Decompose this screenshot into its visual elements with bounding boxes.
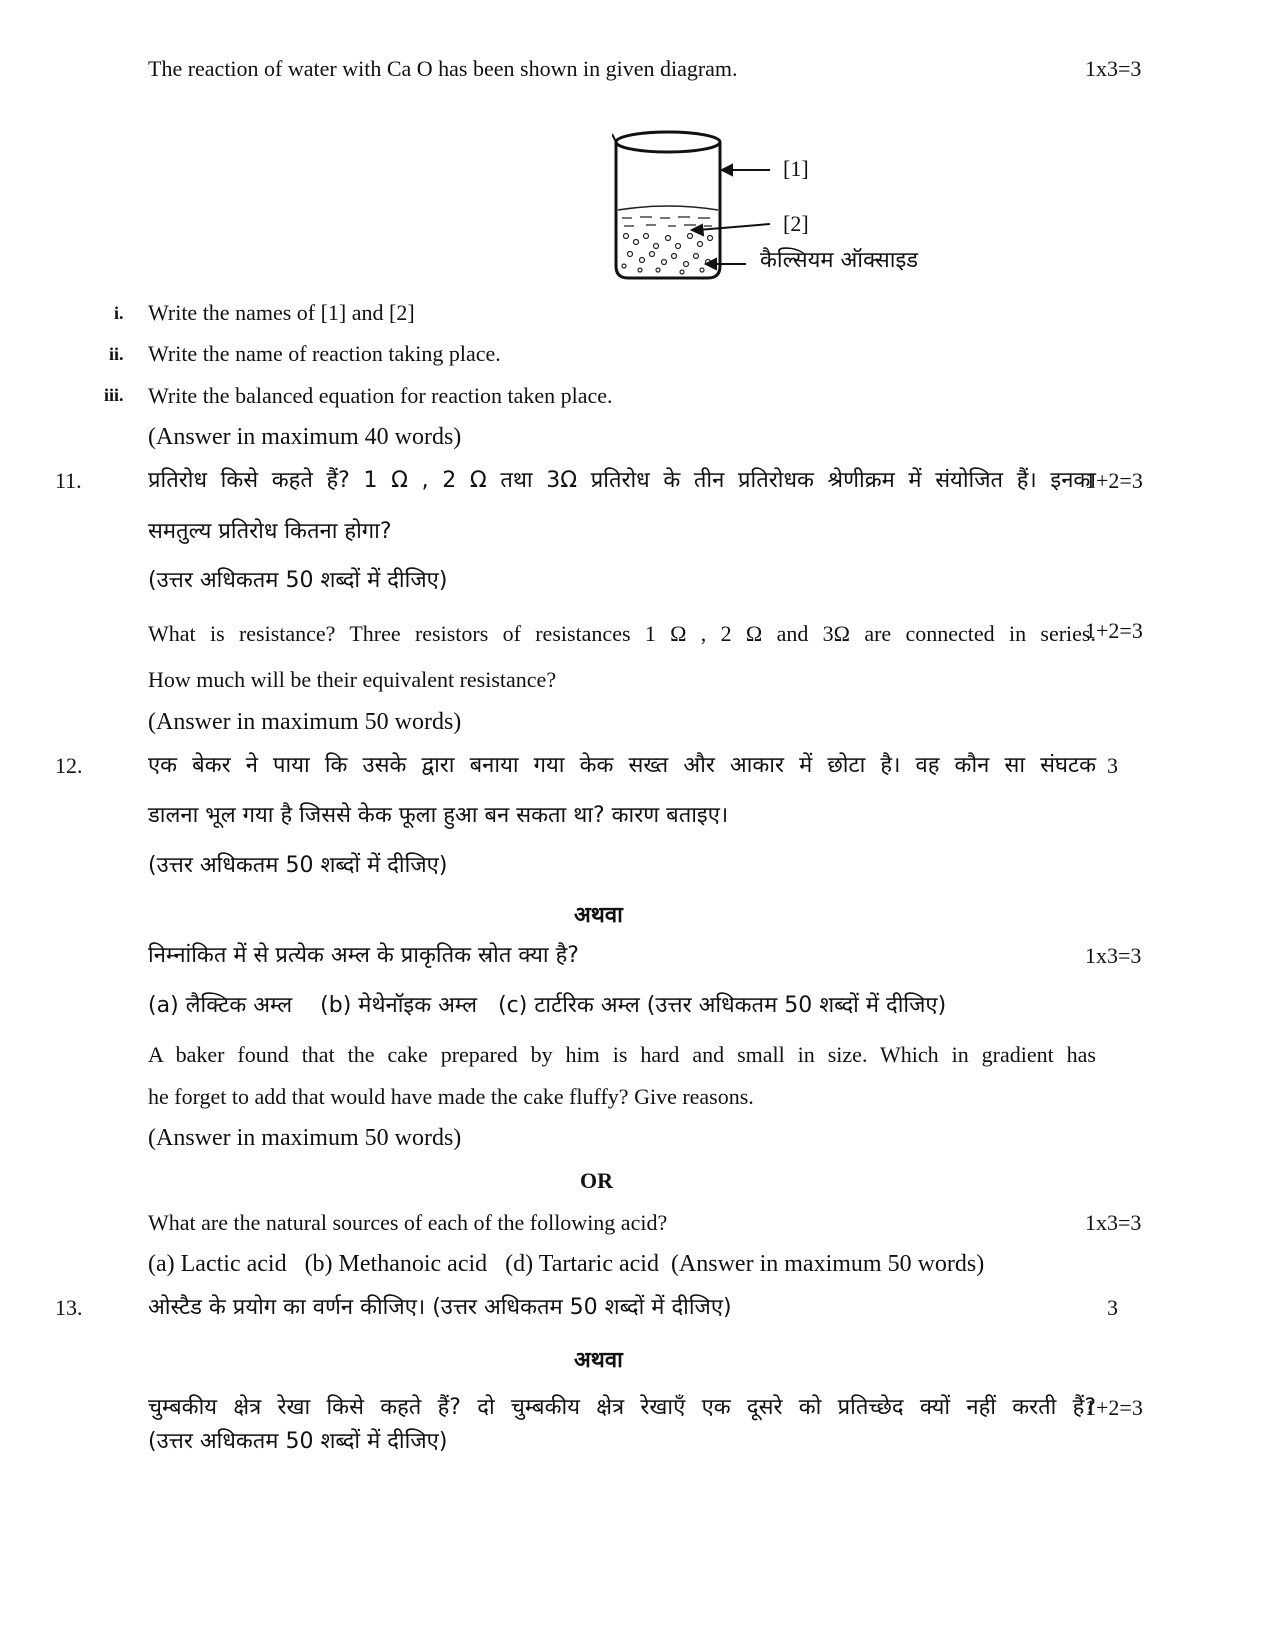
question-options-english: (a) Lactic acid (b) Methanoic acid (d) Tartaric acid (Answer in maximum 50 words) <box>148 1251 985 1277</box>
subquestion-text: Write the balanced equation for reaction taken place. <box>148 383 613 408</box>
or-separator-hindi: अथवा <box>574 1348 623 1373</box>
subquestion-text: Write the name of reaction taking place. <box>148 341 501 366</box>
question-text-hindi: डालना भूल गया है जिससे केक फूला हुआ बन सकता था? कारण बताइए। <box>148 803 729 828</box>
subquestion-number: iii. <box>104 385 124 405</box>
question-number: 13. <box>55 1295 83 1320</box>
question-text-hindi: एक बेकर ने पाया कि उसके द्वारा बनाया गया केक सख्त और आकार में छोटा है। वह कौन सा संघटक <box>148 753 1096 778</box>
question-marks: 1x3=3 <box>1085 1210 1142 1235</box>
question-text-english: he forget to add that would have made the cake fluffy? Give reasons. <box>148 1084 754 1109</box>
diagram-label-1: [1] <box>783 156 809 181</box>
answer-word-limit: (Answer in maximum 40 words) <box>148 424 462 450</box>
question-number: 11. <box>55 468 82 493</box>
beaker-diagram <box>612 118 952 304</box>
question-marks: 1+2=3 <box>1085 468 1143 493</box>
question-text-english: What is resistance? Three resistors of resistances 1 Ω , 2 Ω and 3Ω are connected in series. <box>148 621 1096 646</box>
or-separator: OR <box>580 1168 613 1193</box>
question-marks: 3 <box>1107 753 1118 778</box>
question-marks: 1+2=3 <box>1085 1395 1143 1420</box>
question-text-english: What are the natural sources of each of the following acid? <box>148 1210 668 1235</box>
question-number: 12. <box>55 753 83 778</box>
subquestion-number: ii. <box>109 344 124 364</box>
question-text-hindi: प्रतिरोध किसे कहते हैं? 1 Ω , 2 Ω तथा 3Ω प्रतिरोध के तीन प्रतिरोधक श्रेणीक्रम में संयोजित हैं। इनका <box>148 468 1096 493</box>
question-text-hindi: समतुल्य प्रतिरोध कितना होगा? <box>148 519 392 544</box>
question-marks: 1x3=3 <box>1085 943 1142 968</box>
subquestion-text: Write the names of [1] and [2] <box>148 300 415 325</box>
answer-word-limit-hindi: (उत्तर अधिकतम 50 शब्दों में दीजिए) <box>148 1429 448 1454</box>
subquestion-number: i. <box>114 303 124 323</box>
answer-word-limit-hindi: (उत्तर अधिकतम 50 शब्दों में दीजिए) <box>148 853 448 878</box>
question-intro-text: The reaction of water with Ca O has been shown in given diagram. <box>148 56 738 81</box>
answer-word-limit: (Answer in maximum 50 words) <box>148 709 462 735</box>
question-marks: 1+2=3 <box>1085 618 1143 643</box>
diagram-label-2: [2] <box>783 211 809 236</box>
question-text-hindi: निम्नांकित में से प्रत्येक अम्ल के प्राकृतिक स्रोत क्या है? <box>148 943 579 968</box>
question-options-hindi: (a) लैक्टिक अम्ल (b) मेथेनॉइक अम्ल (c) टार्टरिक अम्ल (उत्तर अधिकतम 50 शब्दों में दीजिए) <box>148 993 947 1018</box>
or-separator-hindi: अथवा <box>574 903 623 928</box>
intro-marks: 1x3=3 <box>1085 56 1142 81</box>
question-text-hindi: ओस्टैड के प्रयोग का वर्णन कीजिए। (उत्तर अधिकतम 50 शब्दों में दीजिए) <box>148 1295 732 1320</box>
answer-word-limit: (Answer in maximum 50 words) <box>148 1125 462 1151</box>
answer-word-limit-hindi: (उत्तर अधिकतम 50 शब्दों में दीजिए) <box>148 568 448 593</box>
question-marks: 3 <box>1107 1295 1118 1320</box>
question-text-english: How much will be their equivalent resistance? <box>148 667 557 692</box>
question-text-english: A baker found that the cake prepared by him is hard and small in size. Which in gradient has <box>148 1042 1096 1067</box>
diagram-label-calcium-oxide: कैल्सियम ऑक्साइड <box>760 248 919 273</box>
question-text-hindi: चुम्बकीय क्षेत्र रेखा किसे कहते हैं? दो चुम्बकीय क्षेत्र रेखाएँ एक दूसरे को प्रतिच्छेद क्यों नहीं करती हैं? <box>148 1395 1096 1420</box>
